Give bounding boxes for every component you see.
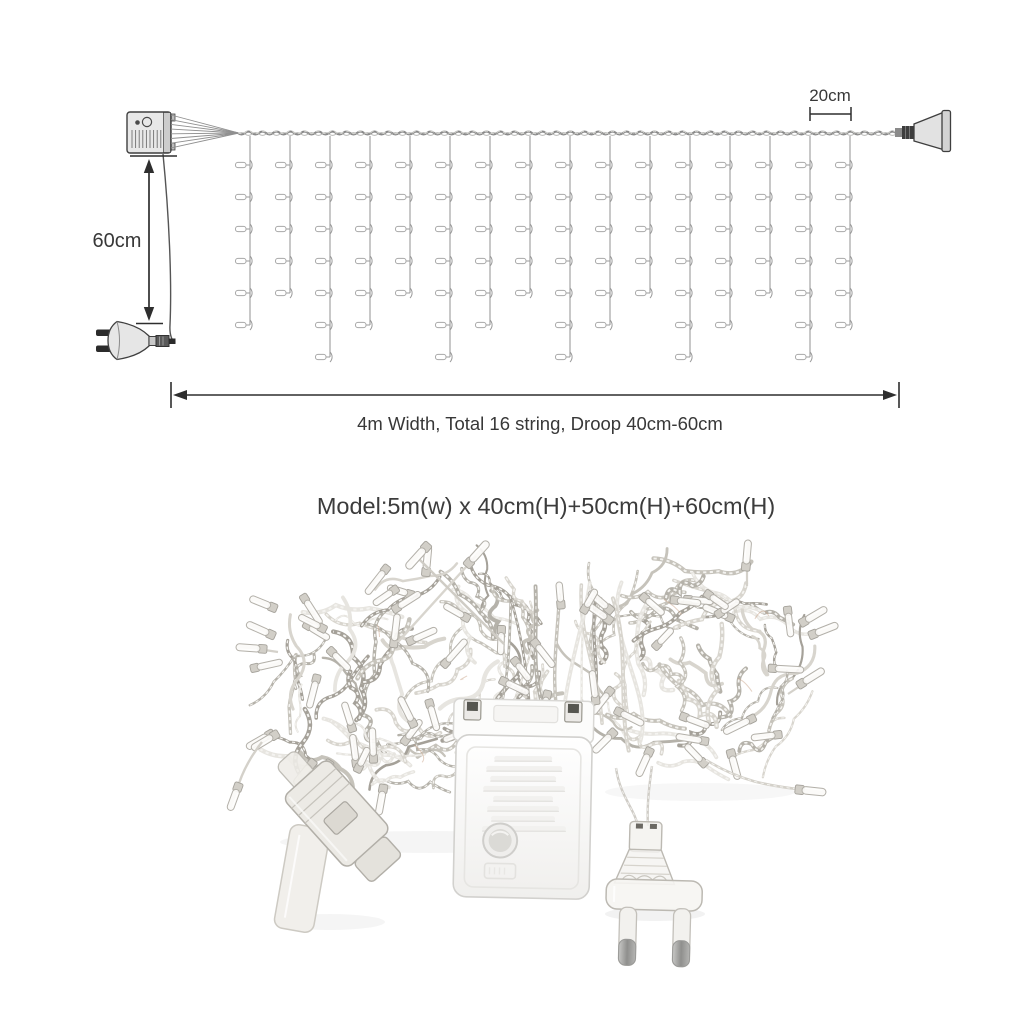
metal-clip-right bbox=[565, 702, 582, 722]
plug-pin-left bbox=[618, 907, 637, 965]
spacing-measure bbox=[810, 107, 851, 121]
lead-wire-diagram bbox=[163, 154, 176, 343]
drop-label: 60cm bbox=[92, 230, 142, 252]
eu-plug-photo bbox=[604, 821, 704, 967]
spacing-label: 20cm bbox=[809, 86, 851, 105]
product-photo bbox=[226, 539, 840, 967]
arrow-left-icon bbox=[173, 390, 187, 400]
width-measure bbox=[171, 382, 899, 408]
arrow-right-icon bbox=[883, 390, 897, 400]
model-caption: Model:5m(w) x 40cm(H)+50cm(H)+60cm(H) bbox=[316, 493, 776, 519]
plug-pin-right bbox=[672, 908, 691, 966]
controller-box-photo bbox=[450, 699, 594, 900]
end-socket-diagram bbox=[895, 111, 951, 152]
arrow-down-icon bbox=[144, 307, 154, 321]
dimension-diagram bbox=[93, 86, 951, 434]
metal-clip-left bbox=[464, 700, 481, 720]
indicator-dot-icon bbox=[135, 120, 140, 125]
arrow-up-icon bbox=[144, 159, 154, 173]
mode-button bbox=[483, 823, 518, 858]
width-label: 4m Width, Total 16 string, Droop 40cm-60cm bbox=[357, 413, 723, 434]
controller-box-diagram bbox=[127, 112, 175, 153]
light-strings-diagram bbox=[171, 115, 896, 362]
power-plug-diagram bbox=[96, 322, 176, 360]
